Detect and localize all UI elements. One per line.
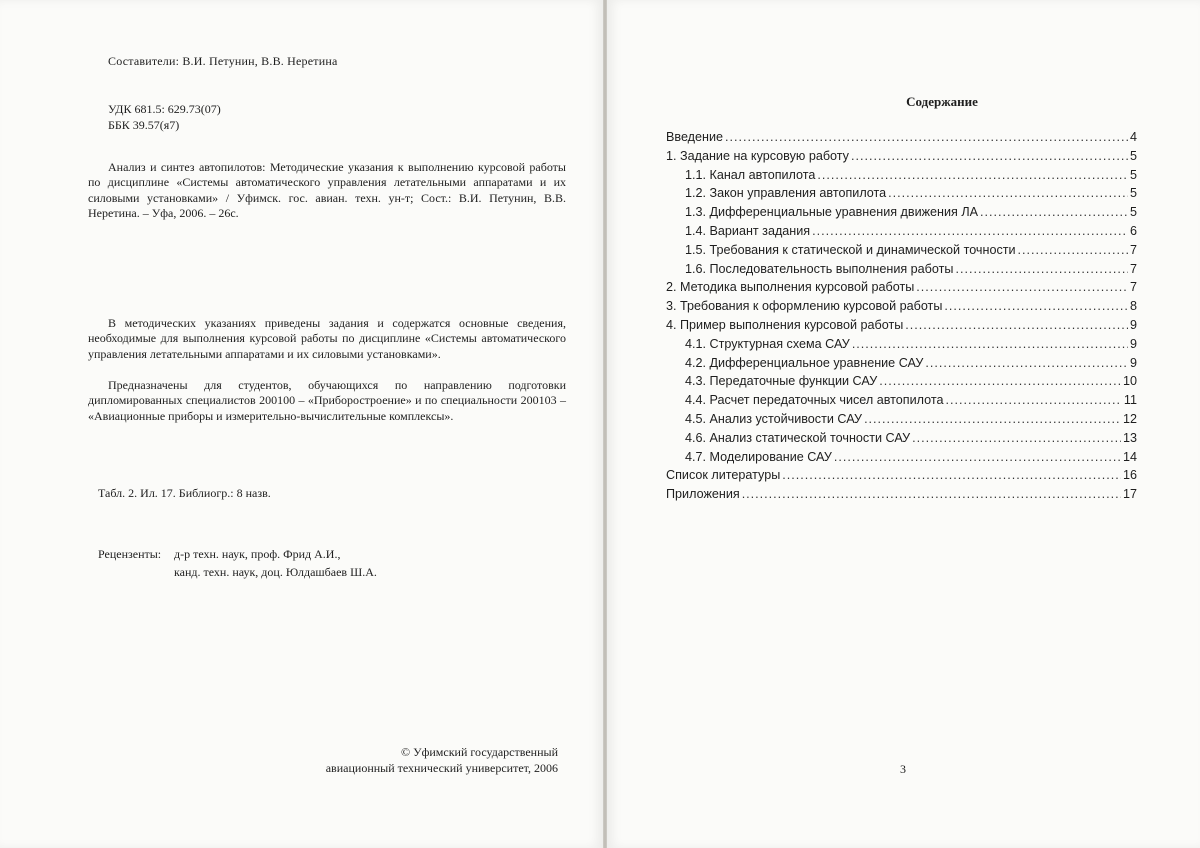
toc-entry <box>666 203 1137 222</box>
toc-entry-page: 11 <box>1123 393 1137 408</box>
toc-entry <box>666 278 1137 297</box>
toc-entry <box>666 297 1137 316</box>
toc-dot-leader <box>944 297 1128 316</box>
toc-entry <box>666 241 1137 260</box>
toc-entry <box>666 372 1137 391</box>
toc-entry-page: 17 <box>1122 487 1137 502</box>
toc-entry-page: 12 <box>1122 411 1137 426</box>
reviewer-item: д-р техн. наук, проф. Фрид А.И., <box>174 547 341 561</box>
toc-dot-leader <box>817 166 1128 185</box>
toc-entry <box>666 354 1137 373</box>
toc-entry-label: 4.2. Дифференциальное уравнение САУ <box>685 355 924 370</box>
toc-entry <box>666 222 1137 241</box>
toc-entry <box>666 166 1137 185</box>
udk-code: УДК 681.5: 629.73(07) <box>108 102 221 116</box>
toc-entry-label: Список литературы <box>666 468 781 483</box>
toc-dot-leader <box>925 354 1128 373</box>
toc-entry-label: 4.5. Анализ устойчивости САУ <box>685 411 863 426</box>
toc-dot-leader <box>1018 241 1128 260</box>
copyright-line: авиационный технический университет, 2006 <box>325 761 558 775</box>
toc-entry <box>666 466 1137 485</box>
audience-paragraph: Предназначены для студентов, обучающихся по направлению подготовки дипломированных специалистов 200100 – «Приборостроение» и по специальности 200103 – «Авиационные приборы и измерительно-вычислительные комплексы». <box>88 378 566 423</box>
toc-dot-leader <box>888 184 1128 203</box>
copyright-line: © Уфимский государственный <box>401 745 558 759</box>
toc-entry-label: 1. Задание на курсовую работу <box>666 148 849 163</box>
annotation-paragraph: В методических указаниях приведены задания и содержатся основные сведения, необходимые для выполнения курсовой работы по дисциплине «Системы автоматического управления летательными аппаратами и их силовыми установками». <box>88 316 566 361</box>
toc-dot-leader <box>851 147 1128 166</box>
toc-dot-leader <box>834 448 1121 467</box>
toc-entry-label: 1.6. Последовательность выполнения работы <box>685 261 954 276</box>
toc-entry-label: 4.6. Анализ статической точности САУ <box>685 430 911 445</box>
reviewers-label: Рецензенты: <box>98 547 162 561</box>
toc-dot-leader <box>912 429 1121 448</box>
toc-entry <box>666 391 1137 410</box>
toc-entry-page: 16 <box>1122 468 1137 483</box>
toc-entry-label: 2. Методика выполнения курсовой работы <box>666 280 915 295</box>
toc-dot-leader <box>916 278 1128 297</box>
toc-dot-leader <box>955 260 1128 279</box>
toc-entry-page: 13 <box>1122 430 1137 445</box>
tables-illustrations-info: Табл. 2. Ил. 17. Библиогр.: 8 назв. <box>98 486 271 500</box>
toc-entry <box>666 260 1137 279</box>
classification-codes <box>108 101 221 133</box>
toc-entry <box>666 316 1137 335</box>
toc-entry-page: 5 <box>1129 148 1137 163</box>
toc-entry <box>666 128 1137 147</box>
toc-entry-page: 10 <box>1122 374 1137 389</box>
toc-entry-label: 1.3. Дифференциальные уравнения движения ЛА <box>685 205 979 220</box>
toc-entry-label: 4. Пример выполнения курсовой работы <box>666 317 904 332</box>
toc-dot-leader <box>905 316 1128 335</box>
toc-entry-label: 1.5. Требования к статической и динамической точности <box>685 242 1016 257</box>
toc-entry-page: 7 <box>1129 280 1137 295</box>
toc-title: Содержание <box>906 94 978 109</box>
toc-dot-leader <box>980 203 1128 222</box>
toc-entry <box>666 184 1137 203</box>
table-of-contents <box>666 128 1137 504</box>
toc-entry-label: 1.4. Вариант задания <box>685 223 811 238</box>
toc-entry <box>666 147 1137 166</box>
reviewers-block <box>98 545 377 581</box>
toc-entry <box>666 335 1137 354</box>
page-number: 3 <box>900 762 906 776</box>
toc-dot-leader <box>725 128 1128 147</box>
toc-entry-page: 5 <box>1129 205 1137 220</box>
reviewer-item: канд. техн. наук, доц. Юлдашбаев Ш.А. <box>174 565 377 579</box>
toc-entry-page: 8 <box>1129 299 1137 314</box>
toc-entry-label: 4.3. Передаточные функции САУ <box>685 374 878 389</box>
toc-entry-label: 1.2. Закон управления автопилота <box>685 186 887 201</box>
toc-entry-label: 3. Требования к оформлению курсовой работы <box>666 299 943 314</box>
toc-entry-page: 4 <box>1129 130 1137 144</box>
bbk-code: ББК 39.57(я7) <box>108 118 180 132</box>
toc-entry-label: 4.7. Моделирование САУ <box>685 449 832 464</box>
toc-dot-leader <box>742 485 1121 504</box>
toc-dot-leader <box>812 222 1128 241</box>
toc-entry-page: 6 <box>1129 223 1137 238</box>
toc-dot-leader <box>864 410 1121 429</box>
toc-entry <box>666 410 1137 429</box>
toc-entry-page: 9 <box>1129 355 1137 370</box>
toc-entry-page: 14 <box>1122 449 1137 464</box>
toc-entry-page: 5 <box>1129 167 1137 182</box>
toc-entry-page: 9 <box>1129 336 1137 351</box>
toc-dot-leader <box>782 466 1121 485</box>
toc-entry-page: 5 <box>1129 186 1137 201</box>
toc-entry <box>666 485 1137 504</box>
toc-entry <box>666 429 1137 448</box>
toc-dot-leader <box>879 372 1121 391</box>
right-page <box>607 0 1200 848</box>
toc-entry <box>666 448 1137 467</box>
toc-dot-leader <box>945 391 1121 410</box>
toc-dot-leader <box>852 335 1128 354</box>
compilers-line: Составители: В.И. Петунин, В.В. Неретина <box>108 54 338 68</box>
toc-entry-label: 4.1. Структурная схема САУ <box>685 336 850 351</box>
toc-entry-label: Приложения <box>666 487 740 502</box>
toc-entry-page: 7 <box>1129 242 1137 257</box>
copyright-block <box>286 744 558 776</box>
bibliographic-description: Анализ и синтез автопилотов: Методические указания к выполнению курсовой работы по дисциплине «Системы автоматического управления летательными аппаратами и их силовыми установками» / Уфимск. гос. авиан. техн. ун-т; Сост.: В.И. Петунин, В.В. Неретина. – Уфа, 2006. – 26с. <box>88 160 566 221</box>
toc-entry-label: 1.1. Канал автопилота <box>685 167 816 182</box>
toc-entry-page: 7 <box>1129 261 1137 276</box>
toc-entry-page: 9 <box>1129 317 1137 332</box>
toc-entry-label: Введение <box>666 130 724 144</box>
toc-entry-label: 4.4. Расчет передаточных чисел автопилота <box>685 393 944 408</box>
